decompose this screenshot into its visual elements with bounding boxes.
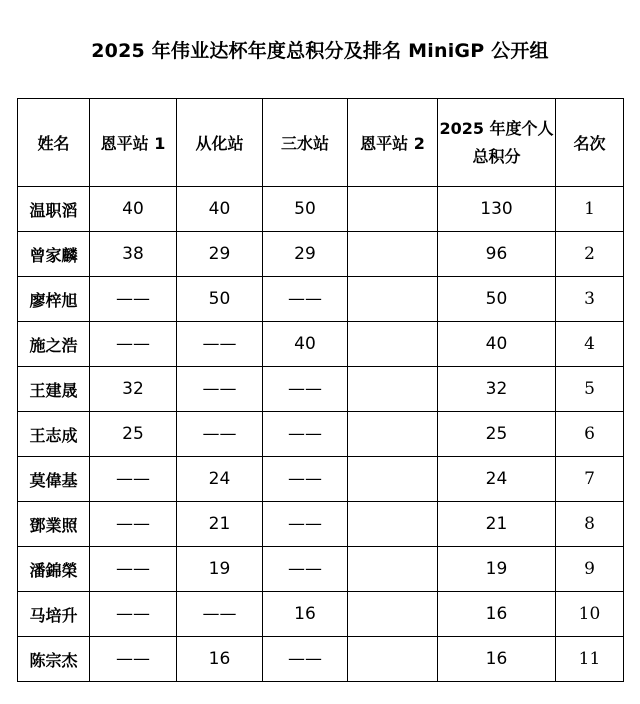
header-conghua: 从化站: [177, 99, 263, 187]
enping-1-cell: 40: [90, 187, 177, 232]
table-row: [18, 232, 624, 277]
name-cell: 鄧業照: [18, 502, 90, 547]
sanshui-cell: 16: [263, 592, 348, 637]
conghua-cell: 29: [177, 232, 263, 277]
sanshui-cell: ——: [263, 502, 348, 547]
enping-2-cell: [348, 277, 438, 322]
conghua-cell: ——: [177, 592, 263, 637]
table-row: [18, 322, 624, 367]
table-row: [18, 187, 624, 232]
rank-cell: 8: [556, 502, 624, 547]
total-points-cell: 32: [438, 367, 556, 412]
enping-2-cell: [348, 502, 438, 547]
header-name: 姓名: [18, 99, 90, 187]
name-cell: 潘錦榮: [18, 547, 90, 592]
enping-1-cell: ——: [90, 322, 177, 367]
header-enping-2: 恩平站 2: [348, 99, 438, 187]
conghua-cell: ——: [177, 367, 263, 412]
name-cell: 曾家麟: [18, 232, 90, 277]
standings-table: [17, 98, 624, 682]
sanshui-cell: ——: [263, 637, 348, 682]
table-body: [18, 187, 624, 682]
name-cell: 温职滔: [18, 187, 90, 232]
total-points-cell: 130: [438, 187, 556, 232]
total-points-cell: 50: [438, 277, 556, 322]
enping-2-cell: [348, 637, 438, 682]
conghua-cell: ——: [177, 322, 263, 367]
table-header-row: [18, 99, 624, 187]
rank-cell: 9: [556, 547, 624, 592]
header-total-points: 2025 年度个人总积分: [438, 99, 556, 187]
name-cell: 马培升: [18, 592, 90, 637]
header-sanshui: 三水站: [263, 99, 348, 187]
enping-2-cell: [348, 457, 438, 502]
conghua-cell: 16: [177, 637, 263, 682]
total-points-cell: 24: [438, 457, 556, 502]
name-cell: 施之浩: [18, 322, 90, 367]
rank-cell: 3: [556, 277, 624, 322]
header-rank: 名次: [556, 99, 624, 187]
table-row: [18, 277, 624, 322]
conghua-cell: 19: [177, 547, 263, 592]
table-row: [18, 592, 624, 637]
name-cell: 莫偉基: [18, 457, 90, 502]
sanshui-cell: 40: [263, 322, 348, 367]
table-row: [18, 412, 624, 457]
enping-1-cell: ——: [90, 592, 177, 637]
rank-cell: 2: [556, 232, 624, 277]
sanshui-cell: ——: [263, 547, 348, 592]
enping-1-cell: ——: [90, 457, 177, 502]
sanshui-cell: ——: [263, 412, 348, 457]
enping-1-cell: ——: [90, 547, 177, 592]
name-cell: 廖梓旭: [18, 277, 90, 322]
total-points-cell: 16: [438, 637, 556, 682]
conghua-cell: 50: [177, 277, 263, 322]
table-row: [18, 502, 624, 547]
conghua-cell: ——: [177, 412, 263, 457]
table-row: [18, 547, 624, 592]
total-points-cell: 96: [438, 232, 556, 277]
name-cell: 王建晟: [18, 367, 90, 412]
total-points-cell: 40: [438, 322, 556, 367]
conghua-cell: 24: [177, 457, 263, 502]
enping-2-cell: [348, 547, 438, 592]
table-row: [18, 367, 624, 412]
total-points-cell: 19: [438, 547, 556, 592]
total-points-cell: 21: [438, 502, 556, 547]
table-row: [18, 457, 624, 502]
document-title: 2025 年伟业达杯年度总积分及排名 MiniGP 公开组: [91, 40, 549, 62]
rank-cell: 1: [556, 187, 624, 232]
enping-2-cell: [348, 187, 438, 232]
conghua-cell: 40: [177, 187, 263, 232]
conghua-cell: 21: [177, 502, 263, 547]
enping-1-cell: 38: [90, 232, 177, 277]
total-points-cell: 16: [438, 592, 556, 637]
sanshui-cell: ——: [263, 457, 348, 502]
rank-cell: 6: [556, 412, 624, 457]
enping-2-cell: [348, 592, 438, 637]
sanshui-cell: 50: [263, 187, 348, 232]
enping-2-cell: [348, 367, 438, 412]
rank-cell: 7: [556, 457, 624, 502]
enping-2-cell: [348, 322, 438, 367]
rank-cell: 11: [556, 637, 624, 682]
rank-cell: 4: [556, 322, 624, 367]
name-cell: 陈宗杰: [18, 637, 90, 682]
rank-cell: 10: [556, 592, 624, 637]
table-row: [18, 637, 624, 682]
enping-1-cell: ——: [90, 277, 177, 322]
enping-1-cell: 32: [90, 367, 177, 412]
rank-cell: 5: [556, 367, 624, 412]
enping-1-cell: ——: [90, 637, 177, 682]
enping-2-cell: [348, 232, 438, 277]
enping-1-cell: ——: [90, 502, 177, 547]
enping-2-cell: [348, 412, 438, 457]
name-cell: 王志成: [18, 412, 90, 457]
sanshui-cell: ——: [263, 367, 348, 412]
sanshui-cell: 29: [263, 232, 348, 277]
enping-1-cell: 25: [90, 412, 177, 457]
sanshui-cell: ——: [263, 277, 348, 322]
header-enping-1: 恩平站 1: [90, 99, 177, 187]
total-points-cell: 25: [438, 412, 556, 457]
